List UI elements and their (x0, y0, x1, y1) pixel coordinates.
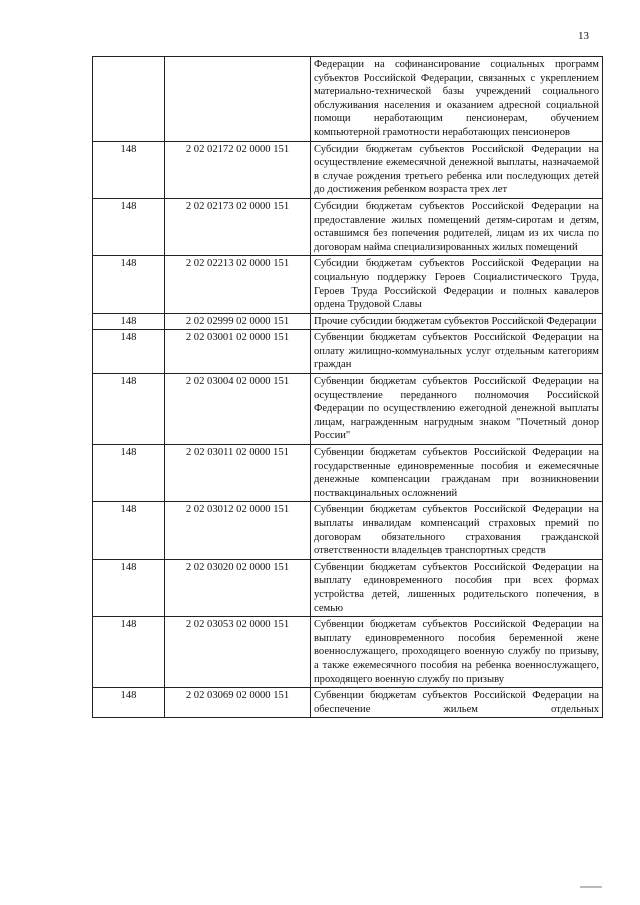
admin-code-cell (93, 57, 165, 142)
revenue-name-cell (311, 445, 603, 502)
admin-code-cell: 148 (93, 198, 165, 255)
table-row (93, 256, 603, 313)
footer-mark (580, 886, 602, 888)
admin-code-cell: 148 (93, 617, 165, 688)
budget-code-cell: 2 02 03001 02 0000 151 (165, 330, 311, 374)
admin-code-cell: 148 (93, 502, 165, 559)
admin-code-cell: 148 (93, 141, 165, 198)
budget-code-cell: 2 02 03053 02 0000 151 (165, 617, 311, 688)
budget-code-cell: 2 02 02172 02 0000 151 (165, 141, 311, 198)
budget-code-cell: 2 02 03020 02 0000 151 (165, 559, 311, 616)
budget-code-cell: 2 02 03004 02 0000 151 (165, 374, 311, 445)
revenue-name-text: Субсидии бюджетам субъектов Российской Федерации на предоставление жилых помещений детям-сиротам и детям, оставшимся без попечения родителей, лицам из их числа по договорам найма специализированных жилых помещений (314, 200, 599, 253)
budget-code-cell: 2 02 02213 02 0000 151 (165, 256, 311, 313)
admin-code-cell: 148 (93, 256, 165, 313)
revenue-name-text: Субсидии бюджетам субъектов Российской Федерации на осуществление ежемесячной денежной выплаты, назначаемой в случае рождения третьего ребенка или последующих детей до достижения ребенком возраста трех лет (314, 143, 599, 196)
admin-code-cell: 148 (93, 374, 165, 445)
table-row (93, 141, 603, 198)
revenue-name-text: Субвенции бюджетам субъектов Российской Федерации на оплату жилищно-коммунальных услуг отдельным категориям граждан (314, 332, 599, 371)
revenue-name-text: Субвенции бюджетам субъектов Российской Федерации на обеспечение жильем отдельных (314, 690, 599, 715)
table-row (93, 57, 603, 142)
admin-code-cell: 148 (93, 559, 165, 616)
budget-code-cell: 2 02 03069 02 0000 151 (165, 688, 311, 718)
budget-code-cell (165, 57, 311, 142)
table-row (93, 330, 603, 374)
revenue-name-text: Федерации на софинансирование социальных программ субъектов Российской Федерации, связанных с укреплением материально-технической базы учреждений социального обслуживания населения и оказанием адресной социальной помощи неработающим пенсионерам, обучением компьютерной грамотности неработающих пенсионеров (314, 59, 599, 138)
revenue-name-text: Субвенции бюджетам субъектов Российской Федерации на выплату единовременного пособия беременной жене военнослужащего, проходящего военную службу по призыву, а также ежемесячного пособия на ребенка военнослужащего, проходящего военную службу по призыву (314, 619, 599, 685)
table-row (93, 559, 603, 616)
revenue-name-text: Субвенции бюджетам субъектов Российской Федерации на осуществление переданного полномочия Российской Федерации по осуществлению ежегодной денежной выплаты лицам, награжденным нагрудным знаком "Почетный донор России" (314, 376, 599, 442)
table-row (93, 502, 603, 559)
table-row (93, 445, 603, 502)
table-row (93, 313, 603, 330)
budget-code-cell: 2 02 02999 02 0000 151 (165, 313, 311, 330)
revenue-name-cell (311, 198, 603, 255)
admin-code-cell: 148 (93, 688, 165, 718)
revenue-name-cell (311, 330, 603, 374)
revenue-name-text: Субсидии бюджетам субъектов Российской Федерации на социальную поддержку Героев Социалистического Труда, Героев Труда Российской Федерации и полных кавалеров ордена Трудовой Славы (314, 258, 599, 311)
budget-code-cell: 2 02 03012 02 0000 151 (165, 502, 311, 559)
table-row (93, 374, 603, 445)
revenue-name-text: Прочие субсидии бюджетам субъектов Российской Федерации (314, 315, 597, 327)
revenue-name-cell (311, 256, 603, 313)
revenue-name-cell (311, 617, 603, 688)
revenue-name-cell (311, 502, 603, 559)
page-number: 13 (578, 30, 589, 42)
admin-code-cell: 148 (93, 330, 165, 374)
table-row (93, 688, 603, 718)
revenue-name-cell (311, 374, 603, 445)
revenue-name-cell (311, 313, 603, 330)
table-row (93, 198, 603, 255)
revenue-name-cell (311, 141, 603, 198)
revenue-name-cell (311, 559, 603, 616)
table-body (93, 57, 603, 718)
budget-code-cell: 2 02 02173 02 0000 151 (165, 198, 311, 255)
budget-classification-table (92, 56, 603, 718)
admin-code-cell: 148 (93, 445, 165, 502)
budget-code-cell: 2 02 03011 02 0000 151 (165, 445, 311, 502)
revenue-name-cell (311, 688, 603, 718)
table-row (93, 617, 603, 688)
admin-code-cell: 148 (93, 313, 165, 330)
revenue-name-text: Субвенции бюджетам субъектов Российской Федерации на государственные единовременные пособия и ежемесячные денежные компенсации гражданам при возникновении поствакцинальных осложнений (314, 447, 599, 499)
revenue-name-text: Субвенции бюджетам субъектов Российской Федерации на выплаты инвалидам компенсаций страховых премий по договорам обязательного страхования гражданской ответственности владельцев транспортных средств (314, 504, 599, 557)
revenue-name-text: Субвенции бюджетам субъектов Российской Федерации на выплату единовременного пособия при всех формах устройства детей, лишенных родительского попечения, в семью (314, 561, 599, 614)
revenue-name-cell (311, 57, 603, 142)
